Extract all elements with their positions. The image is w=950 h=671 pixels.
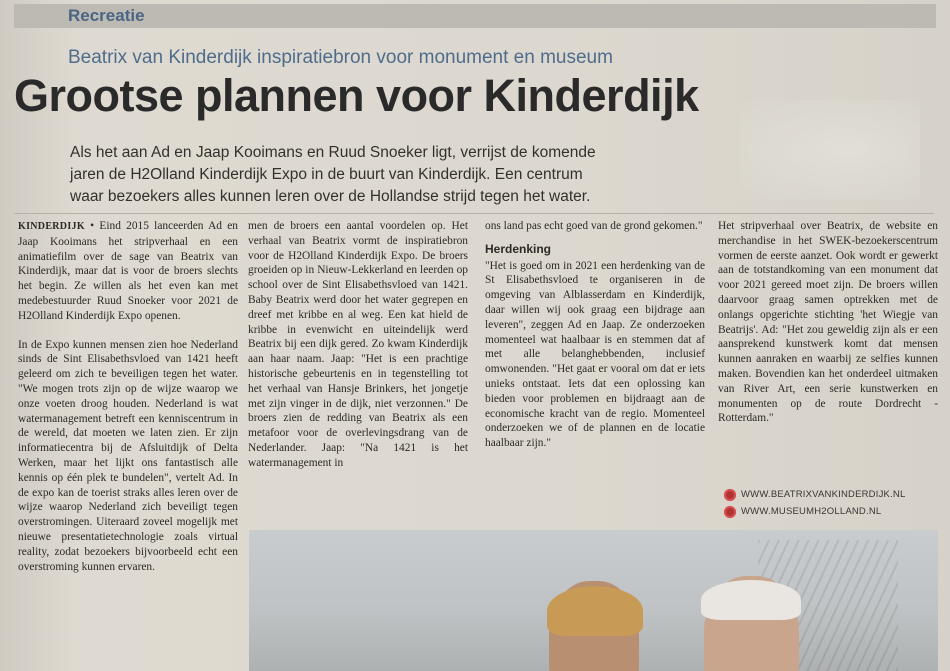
website-link[interactable]: WWW.MUSEUMH2OLLAND.NL bbox=[741, 506, 882, 517]
divider bbox=[14, 213, 934, 214]
section-label: Recreatie bbox=[68, 6, 145, 25]
person-left-hair bbox=[547, 586, 643, 636]
person-right-hair bbox=[701, 580, 801, 620]
intro-line: Als het aan Ad en Jaap Kooimans en Ruud Snoeker ligt, verrijst de komende bbox=[70, 144, 596, 161]
column-1 bbox=[18, 219, 238, 671]
column-2 bbox=[248, 219, 468, 519]
paragraph: In de Expo kunnen mensen zien hoe Nederland sinds de Sint Elisabethsvloed van 1421 heeft geleerd om zich te beveiligen tegen het water. "We mogen trots zijn op de wijze waarop we onze voeten droog houden. Nederland is wat watermanagement betreft een kenniscentrum in de wereld, dat moeten we laten zien. Er zijn informatiecentra bij de Afsluitdijk of Delta Werken, maar het lijkt ons fantastisch alle kennis op één plek te bundelen", vertelt Ad. In de expo kan de toerist straks alles leren over de wijze waarop Nederland zich beveiligt tegen overstromingen. Uiteraard zoveel mogelijk met nieuwe presentatietechnologie zoals virtual reality, zodat bezoekers bijvoorbeeld echt een overstroming kunnen ervaren. bbox=[18, 338, 238, 573]
link-row[interactable] bbox=[724, 504, 905, 519]
link-row[interactable] bbox=[724, 487, 905, 502]
web-icon bbox=[724, 489, 736, 501]
subheading: Herdenking bbox=[485, 241, 552, 256]
paragraph: Het stripverhaal over Beatrix, de website en merchandise in het SWEK-bezoekerscentrum vormen de eerste aanzet. Ook wordt er gewerkt aan de totstandkoming van een monument dat voor 2021 gereed moet zijn. De broers willen daarvoor graag samen optrekken met de onlangs opgerichte stichting 'het Wiegje van Beatrijs'. Ad: "Het zou geweldig zijn als er een aansprekend kunstwerk komt dat mensen kunnen aanraken en waarbij ze selfies kunnen maken. Bovendien kan het onderdeel uitmaken van River Art, een serie kunstwerken en monumenten op de route Dordrecht - Rotterdam." bbox=[718, 220, 938, 425]
article-kicker: Beatrix van Kinderdijk inspiratiebron voor monument en museum bbox=[68, 47, 613, 68]
article-intro bbox=[70, 142, 710, 208]
website-links bbox=[724, 487, 905, 521]
intro-line: waar bezoekers alles kunnen leren over de Hollandse strijd tegen het water. bbox=[70, 188, 591, 205]
paragraph: men de broers een aantal voordelen op. Het verhaal van Beatrix vormt de inspiratiebron voor de H2Olland Kinderdijk Expo. De broers groeiden op in Nieuw-Lekkerland en leerden op school over de Sint Elisabethsvloed van 1421. Baby Beatrix werd door het water gegrepen en dreef met kribbe en al weg. Een kat hield de kribbe in evenwicht en uiteindelijk werd Beatrix bij een dijk gered. Zo kwam Kinderdijk aan haar naam. Jaap: "Het is een prachtige historische gebeurtenis en in tegenstelling tot het verhaal van Hansje Brinkers, het jongetje met zijn vinger in de dijk, niet verzonnen." De broers zien de redding van Beatrix als een metafoor voor de overlevingsdrang van de Nederlander. Jaap: "Na 1421 is het watermanagement in bbox=[248, 220, 468, 469]
web-icon bbox=[724, 506, 736, 518]
paragraph: • Eind 2015 lanceerden Ad en Jaap Kooimans het stripverhaal en een animatiefilm over de sage van Beatrix van Kinderdijk, maar dat is voor de broers slechts het begin. Ze willen als het even kan met medebestuurder Ruud Snoeker voor 2021 de H2Olland Kinderdijk Expo openen. bbox=[18, 220, 238, 322]
section-bar bbox=[14, 4, 936, 28]
intro-line: jaren de H2Olland Kinderdijk Expo in de buurt van Kinderdijk. Een centrum bbox=[70, 166, 583, 183]
paragraph: ons land pas echt goed van de grond gekomen." bbox=[485, 220, 703, 232]
paragraph: "Het is goed om in 2021 een herdenking van de St Elisabethsvloed te organiseren in de omgeving van Alblasserdam en Kinderdijk, daar willen wij ook graag een bijdrage aan leveren", zeggen Ad en Jaap. Ze onderzoeken momenteel wat haalbaar is en stemmen dat af met alle belanghebbenden, inclusief omwonenden. "Het gaat er vooral om dat er iets unieks ontstaat. Iets dat een oplossing kan bieden voor problemen en bijdraagt aan de economische kracht van de regio. Momenteel onderzoeken we of de plannen en de locatie haalbaar zijn." bbox=[485, 259, 705, 450]
dateline: KINDERDIJK bbox=[18, 221, 85, 232]
article-headline: Grootse plannen voor Kinderdijk bbox=[14, 70, 699, 121]
article-photo bbox=[249, 530, 938, 671]
show-through-print bbox=[740, 100, 920, 200]
column-4 bbox=[718, 219, 938, 426]
website-link[interactable]: WWW.BEATRIXVANKINDERDIJK.NL bbox=[741, 489, 906, 500]
column-3 bbox=[485, 219, 705, 519]
